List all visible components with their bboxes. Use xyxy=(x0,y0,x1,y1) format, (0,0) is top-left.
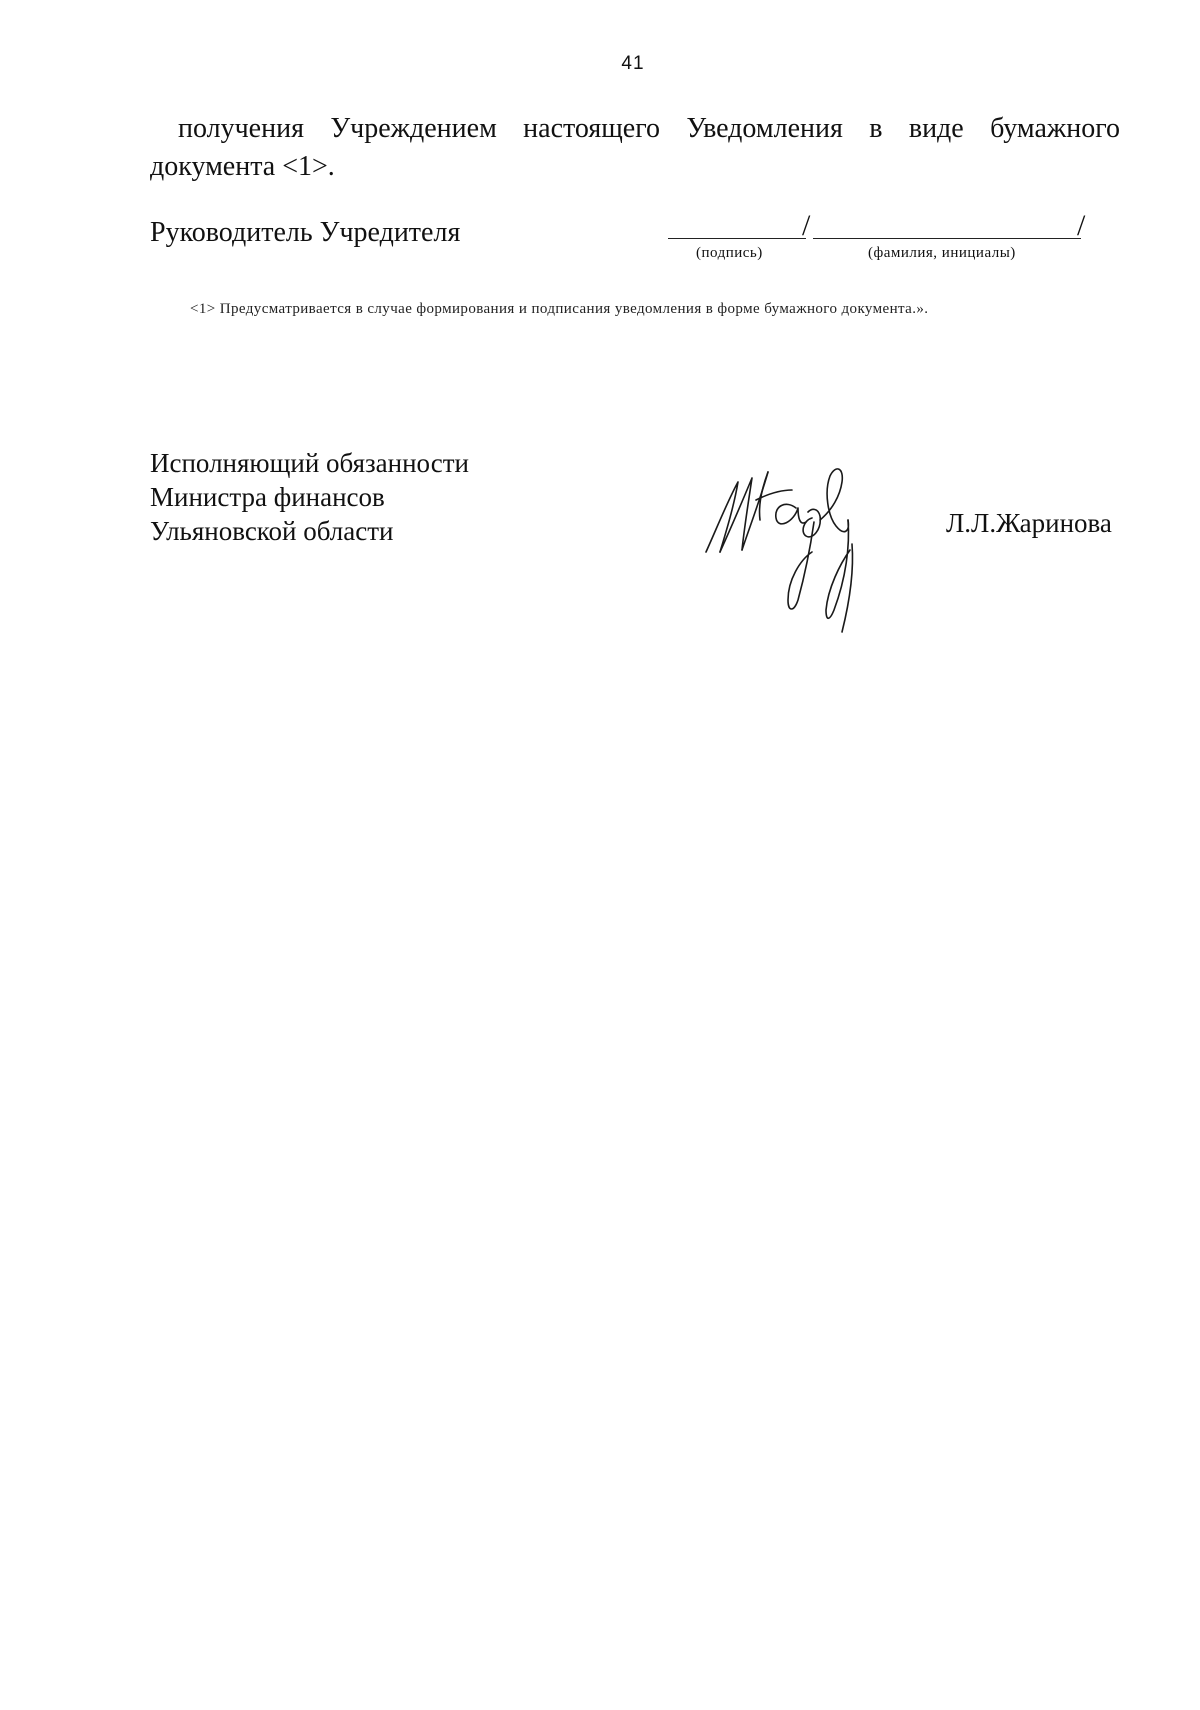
separator-slash: / xyxy=(1077,209,1086,242)
official-title-line: Исполняющий обязанности xyxy=(150,448,469,478)
name-blank-line xyxy=(813,238,1081,239)
signer-name: Л.Л.Жаринова xyxy=(946,508,1112,538)
official-title-line: Ульяновской области xyxy=(150,516,394,546)
name-caption: (фамилия, инициалы) xyxy=(868,245,1016,261)
signature-blank-line xyxy=(668,238,806,239)
signature-caption: (подпись) xyxy=(696,245,763,261)
official-title xyxy=(150,446,469,548)
body-paragraph-text: получения Учреждением настоящего Уведомления в виде бумажного документа <1>. xyxy=(150,113,1120,182)
handwritten-signature-icon xyxy=(700,460,930,640)
founder-head-title: Руководитель Учредителя xyxy=(150,217,461,248)
body-paragraph xyxy=(150,110,1120,186)
official-title-line: Министра финансов xyxy=(150,482,385,512)
separator-slash: / xyxy=(802,209,811,242)
footnote xyxy=(150,296,1120,322)
signature-fields xyxy=(668,205,1108,265)
footnote-text: <1> Предусматривается в случае формирования и подписания уведомления в форме бумажного документа.». xyxy=(190,301,929,317)
page-number: 41 xyxy=(621,53,645,74)
